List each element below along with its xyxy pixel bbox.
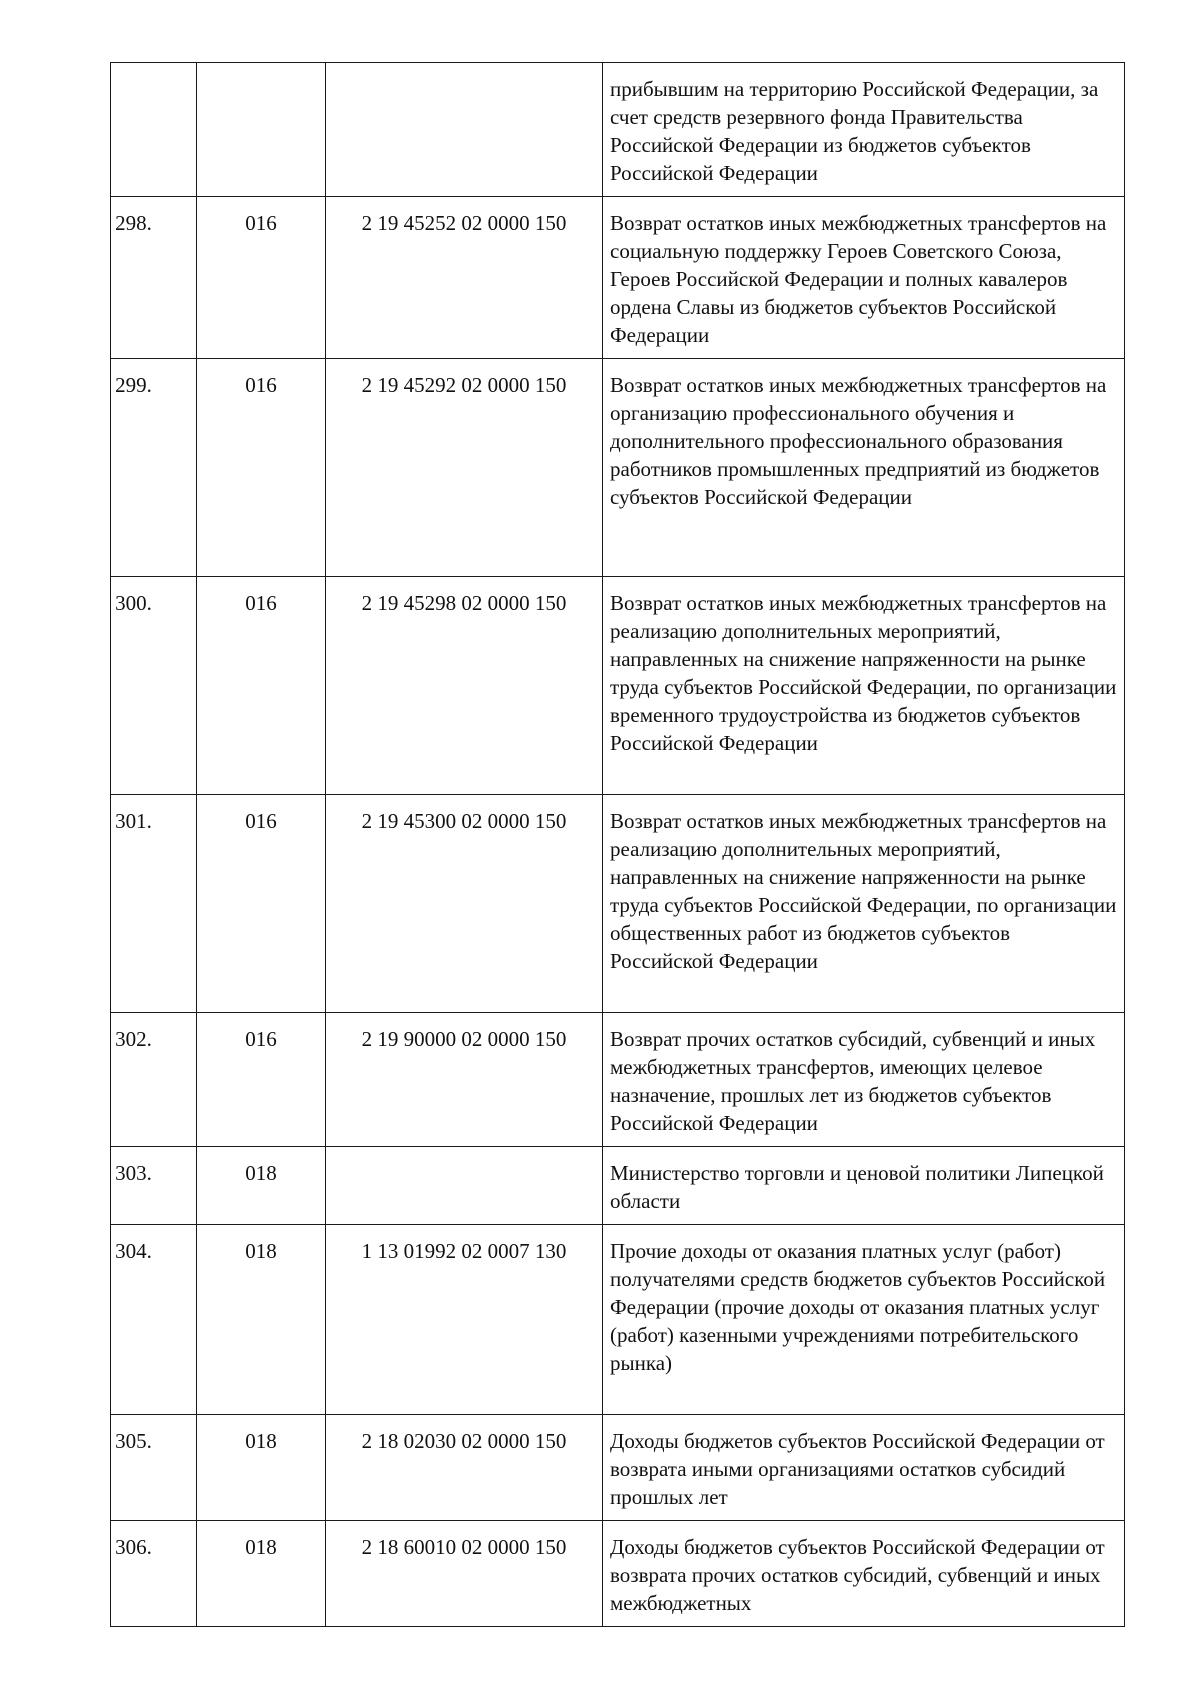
- administrator-code: 016: [197, 1013, 326, 1147]
- administrator-code: 018: [197, 1225, 326, 1415]
- row-number: 306.: [111, 1521, 197, 1627]
- administrator-code: 016: [197, 577, 326, 795]
- budget-code: 2 19 45300 02 0000 150: [326, 795, 603, 1013]
- row-number: 300.: [111, 577, 197, 795]
- revenue-description: Доходы бюджетов субъектов Российской Федерации от возврата иными организациями остатков субсидий прошлых лет: [603, 1415, 1125, 1521]
- row-number: 305.: [111, 1415, 197, 1521]
- budget-code: 2 19 45252 02 0000 150: [326, 197, 603, 359]
- budget-code: 2 18 02030 02 0000 150: [326, 1415, 603, 1521]
- budget-code: [326, 63, 603, 197]
- administrator-code: 016: [197, 197, 326, 359]
- row-number: 301.: [111, 795, 197, 1013]
- administrator-code: 018: [197, 1147, 326, 1225]
- revenue-description: Возврат прочих остатков субсидий, субвенций и иных межбюджетных трансфертов, имеющих целевое назначение, прошлых лет из бюджетов субъектов Российской Федерации: [603, 1013, 1125, 1147]
- row-number: 304.: [111, 1225, 197, 1415]
- table-row: [111, 1225, 1125, 1415]
- row-number: 299.: [111, 359, 197, 577]
- administrator-code: [197, 63, 326, 197]
- budget-code: 2 19 45292 02 0000 150: [326, 359, 603, 577]
- administrator-code: 018: [197, 1415, 326, 1521]
- budget-classification-table: [110, 62, 1125, 1627]
- revenue-description: Возврат остатков иных межбюджетных трансфертов на реализацию дополнительных мероприятий, направленных на снижение напряженности на рынке труда субъектов Российской Федерации, по организации временного трудоустройства из бюджетов субъектов Российской Федерации: [603, 577, 1125, 795]
- table-row: [111, 63, 1125, 197]
- row-number: 298.: [111, 197, 197, 359]
- budget-code: 1 13 01992 02 0007 130: [326, 1225, 603, 1415]
- table-row: [111, 1013, 1125, 1147]
- row-number: 302.: [111, 1013, 197, 1147]
- administrator-code: 016: [197, 359, 326, 577]
- row-number: [111, 63, 197, 197]
- administrator-code: 016: [197, 795, 326, 1013]
- table-row: [111, 1415, 1125, 1521]
- table-row: [111, 197, 1125, 359]
- revenue-description: Возврат остатков иных межбюджетных трансфертов на реализацию дополнительных мероприятий, направленных на снижение напряженности на рынке труда субъектов Российской Федерации, по организации общественных работ из бюджетов субъектов Российской Федерации: [603, 795, 1125, 1013]
- revenue-description: прибывшим на территорию Российской Федерации, за счет средств резервного фонда Правительства Российской Федерации из бюджетов субъектов Российской Федерации: [603, 63, 1125, 197]
- budget-code: 2 18 60010 02 0000 150: [326, 1521, 603, 1627]
- administrator-code: 018: [197, 1521, 326, 1627]
- budget-code: 2 19 90000 02 0000 150: [326, 1013, 603, 1147]
- row-number: 303.: [111, 1147, 197, 1225]
- table-row: [111, 577, 1125, 795]
- revenue-description: Прочие доходы от оказания платных услуг (работ) получателями средств бюджетов субъектов Российской Федерации (прочие доходы от оказания платных услуг (работ) казенными учреждениями потребительского рынка): [603, 1225, 1125, 1415]
- revenue-description: Министерство торговли и ценовой политики Липецкой области: [603, 1147, 1125, 1225]
- table-row: [111, 1521, 1125, 1627]
- budget-code: 2 19 45298 02 0000 150: [326, 577, 603, 795]
- budget-code: [326, 1147, 603, 1225]
- table-row: [111, 795, 1125, 1013]
- revenue-description: Возврат остатков иных межбюджетных трансфертов на социальную поддержку Героев Советского Союза, Героев Российской Федерации и полных кавалеров ордена Славы из бюджетов субъектов Российской Федерации: [603, 197, 1125, 359]
- revenue-description: Доходы бюджетов субъектов Российской Федерации от возврата прочих остатков субсидий, субвенций и иных межбюджетных: [603, 1521, 1125, 1627]
- table-row: [111, 359, 1125, 577]
- revenue-description: Возврат остатков иных межбюджетных трансфертов на организацию профессионального обучения и дополнительного профессионального образования работников промышленных предприятий из бюджетов субъектов Российской Федерации: [603, 359, 1125, 577]
- table-row: [111, 1147, 1125, 1225]
